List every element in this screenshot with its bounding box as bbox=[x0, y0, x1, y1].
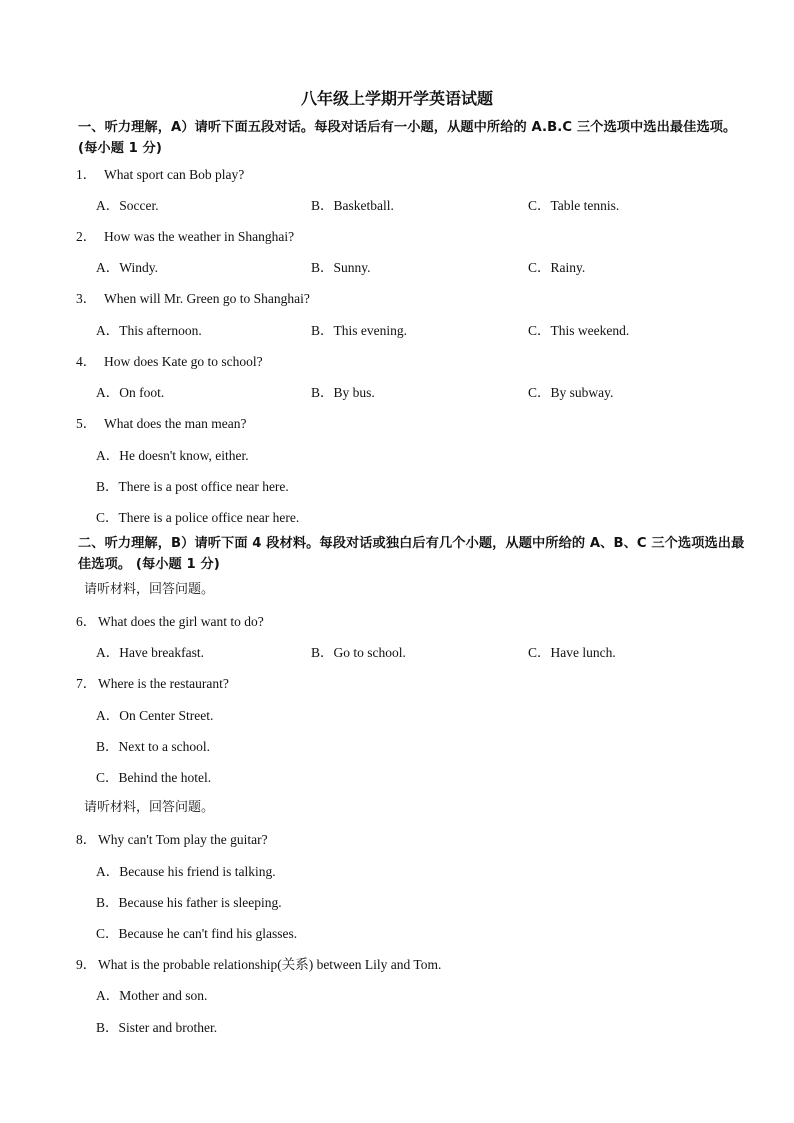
question-text: Where is the restaurant? bbox=[98, 676, 229, 691]
page-title: 八年级上学期开学英语试题 bbox=[300, 89, 493, 108]
q8-option-a: A．Because his friend is talking. bbox=[96, 864, 276, 879]
question-4 bbox=[76, 353, 263, 371]
q1-option-a: A．Soccer. bbox=[96, 198, 159, 213]
q8-option-c: C．Because he can't find his glasses. bbox=[96, 926, 298, 941]
question-3 bbox=[76, 290, 310, 308]
q7-option-a: A．On Center Street. bbox=[96, 708, 214, 723]
q1-option-c: C．Table tennis. bbox=[528, 198, 620, 213]
question-9 bbox=[76, 956, 441, 974]
question-text: What sport can Bob play? bbox=[104, 167, 245, 182]
q2-option-c: C．Rainy. bbox=[528, 260, 586, 275]
question-text: What does the man mean? bbox=[104, 416, 247, 431]
question-5 bbox=[76, 415, 246, 433]
question-6 bbox=[76, 613, 264, 631]
instruction-note: 请听材料，回答问题。 bbox=[84, 582, 215, 597]
q5-option-a: A．He doesn't know, either. bbox=[96, 448, 249, 463]
q6-option-a: A．Have breakfast. bbox=[96, 645, 204, 660]
q2-option-b: B．Sunny. bbox=[311, 260, 371, 275]
q1-option-b: B．Basketball. bbox=[311, 198, 394, 213]
question-text: When will Mr. Green go to Shanghai? bbox=[104, 291, 310, 306]
question-text: What does the girl want to do? bbox=[98, 614, 264, 629]
q6-option-c: C．Have lunch. bbox=[528, 645, 616, 660]
q2-option-a: A．Windy. bbox=[96, 260, 158, 275]
question-number: 6． bbox=[76, 614, 97, 629]
instruction-note: 请听材料，回答问题。 bbox=[84, 800, 215, 815]
question-text: What is the probable relationship(关系) between Lily and Tom. bbox=[98, 957, 442, 972]
question-2 bbox=[76, 228, 294, 246]
question-text: Why can't Tom play the guitar? bbox=[98, 832, 268, 847]
q4-option-c: C．By subway. bbox=[528, 385, 614, 400]
q3-option-a: A．This afternoon. bbox=[96, 323, 202, 338]
question-7 bbox=[76, 675, 229, 693]
question-text: How does Kate go to school? bbox=[104, 354, 263, 369]
question-number: 4． bbox=[76, 354, 97, 369]
question-number: 9． bbox=[76, 957, 97, 972]
q3-option-c: C．This weekend. bbox=[528, 323, 630, 338]
section-1-heading: 一、听力理解，A）请听下面五段对话。每段对话后有一小题，从题中所给的 A.B.C 三个选项中选出最佳选项。(每小题 1 分) bbox=[78, 120, 737, 156]
q5-option-b: B．There is a post office near here. bbox=[96, 479, 289, 494]
q8-option-b: B．Because his father is sleeping. bbox=[96, 895, 282, 910]
question-number: 2． bbox=[76, 229, 97, 244]
question-number: 7． bbox=[76, 676, 97, 691]
question-number: 8． bbox=[76, 832, 97, 847]
section-2-heading: 二、听力理解，B）请听下面 4 段材料。每段对话或独白后有几个小题，从题中所给的 A、B、C 三个选项选出最佳选项。 (每小题 1 分) bbox=[78, 536, 745, 572]
question-text: How was the weather in Shanghai? bbox=[104, 229, 295, 244]
q7-option-b: B．Next to a school. bbox=[96, 739, 210, 754]
q6-option-b: B．Go to school. bbox=[311, 645, 406, 660]
q9-option-a: A．Mother and son. bbox=[96, 988, 208, 1003]
q9-option-b: B．Sister and brother. bbox=[96, 1020, 218, 1035]
q4-option-b: B．By bus. bbox=[311, 385, 375, 400]
question-1 bbox=[76, 166, 244, 184]
q7-option-c: C．Behind the hotel. bbox=[96, 770, 212, 785]
q3-option-b: B．This evening. bbox=[311, 323, 407, 338]
question-number: 5． bbox=[76, 416, 97, 431]
question-8 bbox=[76, 831, 268, 849]
q4-option-a: A．On foot. bbox=[96, 385, 165, 400]
question-number: 3． bbox=[76, 291, 97, 306]
question-number: 1． bbox=[76, 167, 97, 182]
q5-option-c: C．There is a police office near here. bbox=[96, 510, 300, 525]
